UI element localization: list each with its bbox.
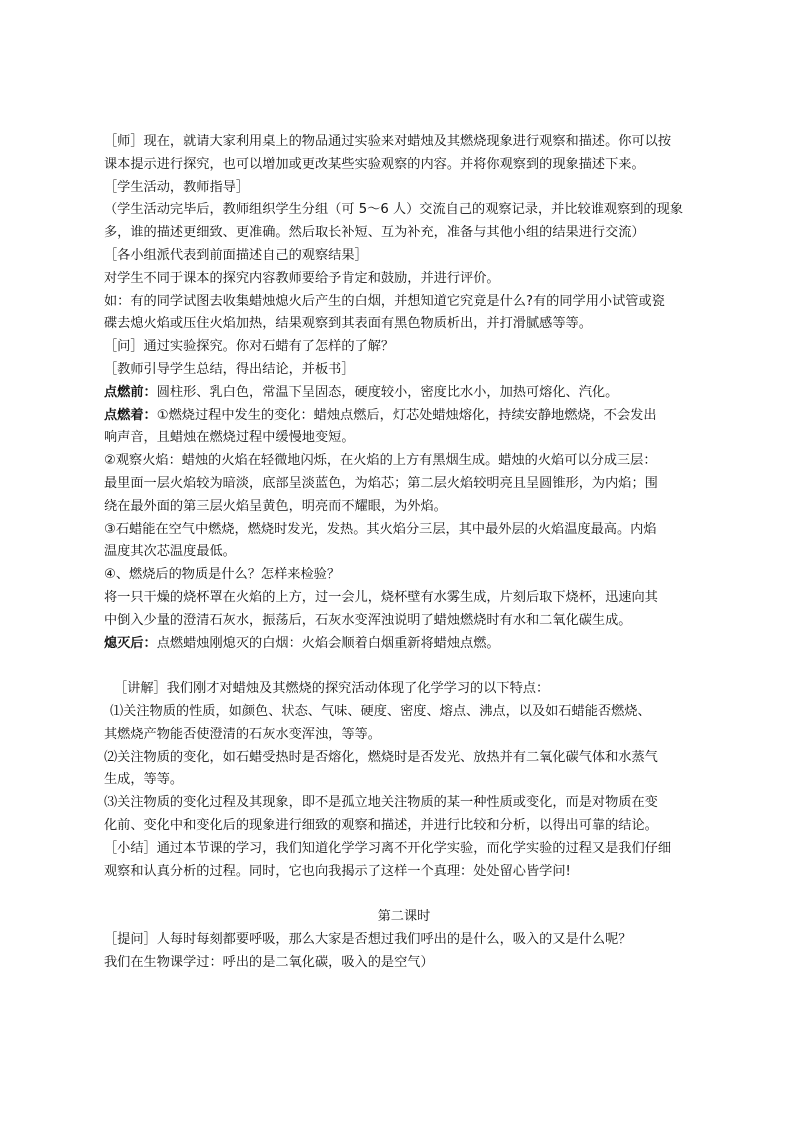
paragraph-line — [104, 382, 704, 405]
paragraph-line: 其燃烧产物能否使澄清的石灰水变浑浊，等等。 — [104, 726, 381, 742]
paragraph-line: 如：有的同学试图去收集蜡烛熄火后产生的白烟，并想知道它究竟是什么?有的同学用小试管或瓷 — [104, 293, 665, 309]
paragraph-line: ⑵关注物质的变化，如石蜡受热时是否熔化，燃烧时是否发光、放热并有二氧化碳气体和水蒸气 — [104, 749, 658, 765]
paragraph-line: 多，谁的描述更细致、更准确。然后取长补短、互为补充，准备与其他小组的结果进行交流） — [104, 225, 645, 241]
paragraph-line — [104, 405, 704, 428]
paragraph-line: ②观察火焰：蜡烛的火焰在轻微地闪烁，在火焰的上方有黑烟生成。蜡烛的火焰可以分成三层： — [104, 453, 657, 469]
paragraph-line: ④、燃烧后的物质是什么？怎样来检验？ — [104, 567, 341, 583]
section-label: 熄灭后： — [104, 635, 157, 651]
paragraph-line: 中倒入少量的澄清石灰水，振荡后，石灰水变浑浊说明了蜡烛燃烧时有水和二氧化碳生成。 — [104, 612, 632, 628]
paragraph-text: 圆柱形、乳白色，常温下呈固态，硬度较小，密度比水小，加热可熔化、汽化。 — [156, 384, 619, 400]
paragraph-line: ⑶关注物质的变化过程及其现象，即不是孤立地关注物质的某一种性质或变化，而是对物质在变 — [104, 795, 658, 811]
paragraph-line: 我们在生物课学过：呼出的是二氧化碳，吸入的是空气） — [104, 954, 434, 970]
paragraph-line: 生成，等等。 — [104, 772, 184, 788]
paragraph-line: 响声音，且蜡烛在燃烧过程中缓慢地变短。 — [104, 430, 355, 446]
paragraph-line: ［学生活动，教师指导］ — [104, 179, 250, 195]
paragraph-line: 化前、变化中和变化后的现象进行细致的观察和描述，并进行比较和分析，以得出可靠的结论。 — [104, 817, 658, 833]
blank-line — [104, 883, 704, 906]
paragraph-text: ①燃烧过程中发生的变化：蜡烛点燃后，灯芯处蜡烛熔化，持续安静地燃烧，不会发出 — [156, 407, 657, 423]
paragraph-line: 绕在最外面的第三层火焰呈黄色，明亮而不耀眼，为外焰。 — [104, 498, 447, 514]
paragraph-line: ［各小组派代表到前面描述自己的观察结果］ — [104, 247, 368, 263]
section-label: 点燃前： — [104, 384, 157, 400]
paragraph-line: 最里面一层火焰较为暗淡，底部呈淡蓝色，为焰芯；第二层火焰较明亮且呈圆锥形，为内焰；围 — [104, 475, 658, 491]
paragraph-line: 观察和认真分析的过程。同时，它也向我揭示了这样一个真理：处处留心皆学问! — [104, 863, 571, 879]
document-body — [104, 131, 704, 974]
blank-line — [104, 655, 704, 678]
section-title: 第二课时 — [377, 909, 431, 925]
paragraph-line: 课本提示进行探究，也可以增加或更改某些实验观察的内容。并将你观察到的现象描述下来。 — [104, 156, 645, 172]
paragraph-line: （学生活动完毕后，教师组织学生分组（可 5～6 人）交流自己的观察记录，并比较谁观察到的现象 — [104, 202, 684, 218]
section-label: 点燃着： — [104, 407, 157, 423]
paragraph-line: ［教师引导学生总结，得出结论，并板书］ — [104, 361, 355, 377]
paragraph-line: ［师］现在，就请大家利用桌上的物品通过实验来对蜡烛及其燃烧现象进行观察和描述。你可以按 — [104, 134, 672, 149]
paragraph-line: 对学生不同于课本的探究内容教师要给予肯定和鼓励，并进行评价。 — [104, 270, 500, 286]
paragraph-line — [104, 633, 704, 656]
paragraph-line: ［提问］人每时每刻都要呼吸，那么大家是否想过我们呼出的是什么，吸入的又是什么呢？ — [104, 931, 632, 947]
paragraph-line: ［小结］通过本节课的学习，我们知道化学学习离不开化学实验，而化学实验的过程又是我们仔细 — [104, 840, 672, 856]
paragraph-line: 温度其次芯温度最低。 — [104, 544, 236, 560]
paragraph-line: ⑴关注物质的性质，如颜色、状态、气味、硬度、密度、熔点、沸点，以及如石蜡能否燃烧、 — [110, 703, 651, 719]
paragraph-line: 将一只干燥的烧杯罩在火焰的上方，过一会儿，烧杯壁有水雾生成，片刻后取下烧杯，迅速向其 — [104, 589, 658, 605]
paragraph-text: 点燃蜡烛刚熄灭的白烟：火焰会顺着白烟重新将蜡烛点燃。 — [156, 635, 500, 651]
paragraph-line: ［讲解］我们刚才对蜡烛及其燃烧的探究活动体现了化学学习的以下特点： — [114, 681, 550, 697]
paragraph-line: ［问］通过实验探究。你对石蜡有了怎样的了解？ — [104, 339, 395, 355]
paragraph-line: 碟去熄火焰或压住火焰加热，结果观察到其表面有黑色物质析出，并打滑腻感等等。 — [104, 316, 592, 332]
paragraph-line: ③石蜡能在空气中燃烧，燃烧时发光，发热。其火焰分三层，其中最外层的火焰温度最高。内焰 — [104, 521, 657, 537]
